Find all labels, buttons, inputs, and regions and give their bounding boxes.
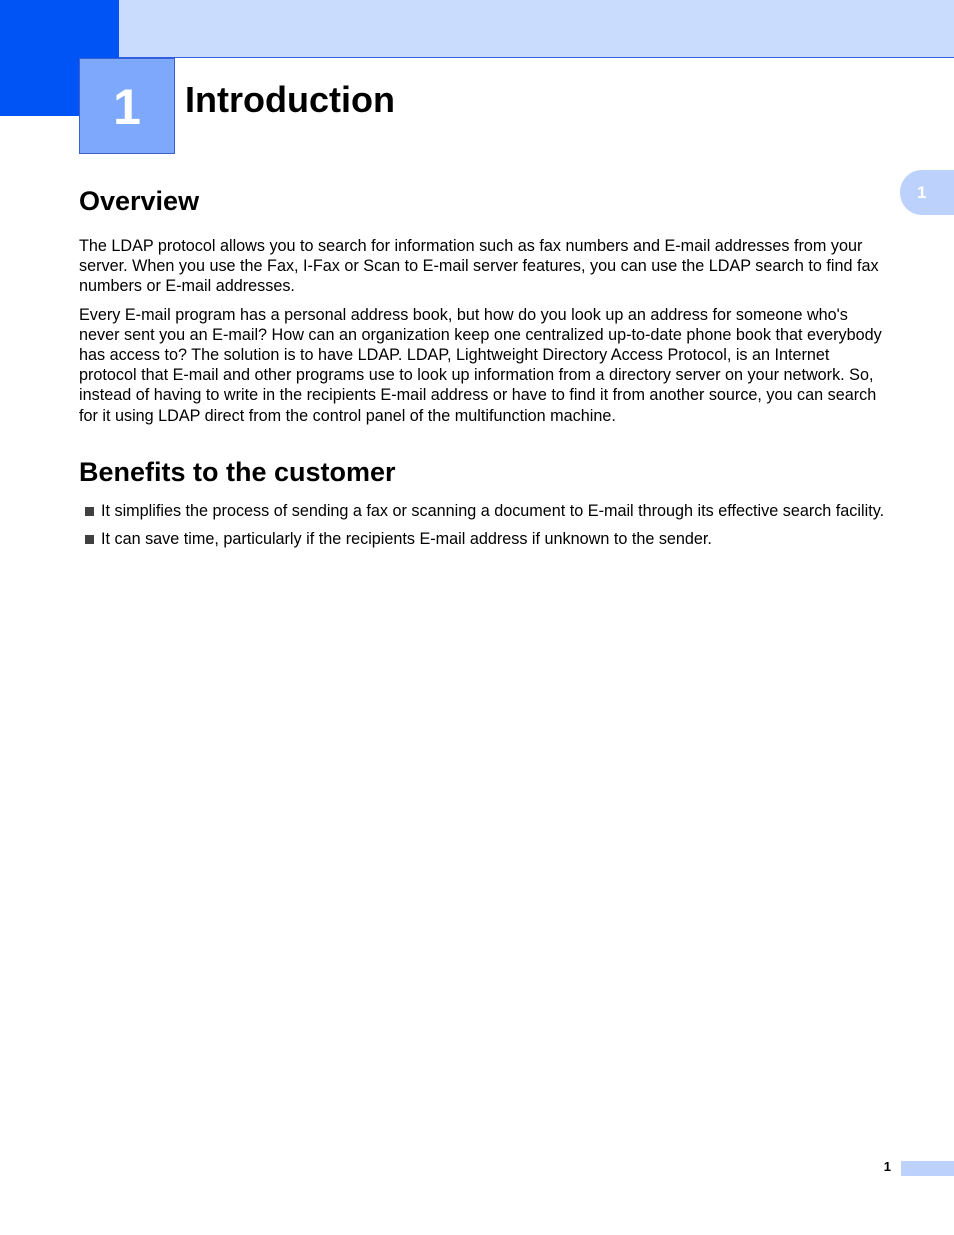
header-band (119, 0, 954, 58)
footer-bar (901, 1161, 954, 1176)
page-content (79, 184, 891, 557)
square-bullet-icon (85, 507, 94, 516)
overview-heading: Overview (79, 186, 200, 216)
square-bullet-icon (85, 535, 94, 544)
list-item (79, 501, 891, 521)
list-item-text: It can save time, particularly if the recipients E-mail address if unknown to the sender. (101, 530, 712, 549)
chapter-title: Introduction (185, 79, 395, 120)
overview-paragraph-2: Every E-mail program has a personal address book, but how do you look up an address for someone who's never sent you an E-mail? How can an organization keep one centralized up-to-date phone book that everybody has access to? The solution is to have LDAP. LDAP, Lightweight Directory Access Protocol, is an Internet protocol that E-mail and other programs use to look up information from a directory server on your network. So, instead of having to write in the recipients E-mail address or have to find it from another source, you can search for it using LDAP direct from the control panel of the multifunction machine. (79, 305, 882, 425)
benefits-list (79, 501, 891, 549)
benefits-heading: Benefits to the customer (79, 456, 396, 487)
overview-paragraph-1: The LDAP protocol allows you to search for information such as fax numbers and E-mail addresses from your server. When you use the Fax, I-Fax or Scan to E-mail server features, you can use the LDAP search to find fax numbers or E-mail addresses. (79, 237, 879, 296)
list-item-text: It simplifies the process of sending a fax or scanning a document to E-mail through its effective search facility. (101, 501, 885, 520)
chapter-number: 1 (79, 58, 175, 154)
list-item (79, 529, 891, 549)
page-number: 1 (883, 1159, 891, 1174)
chapter-side-tab: 1 (900, 170, 954, 215)
